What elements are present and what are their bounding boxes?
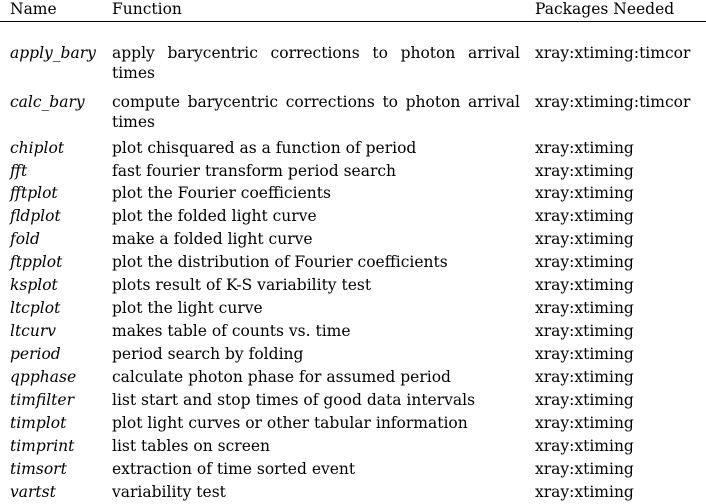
header-name: Name (10, 0, 57, 18)
task-function: plot the folded light curve (112, 207, 317, 225)
task-function: list start and stop times of good data intervals (112, 391, 476, 409)
task-function: period search by folding (112, 345, 304, 363)
table-row (0, 413, 706, 435)
task-name: timfilter (10, 391, 74, 409)
table-row (0, 43, 706, 82)
table-row (0, 252, 706, 274)
task-name: ltcplot (10, 299, 61, 317)
header-function: Function (112, 0, 182, 18)
task-packages: xray:xtiming (535, 139, 634, 157)
task-packages: xray:xtiming (535, 483, 634, 501)
task-packages: xray:xtiming:timcor (535, 93, 691, 111)
task-packages: xray:xtiming (535, 460, 634, 478)
task-name: ltcurv (10, 322, 57, 340)
task-name: fftplot (10, 184, 58, 202)
task-function: plots result of K-S variability test (112, 276, 372, 294)
task-packages: xray:xtiming (535, 391, 634, 409)
table-row (0, 275, 706, 297)
task-function: list tables on screen (112, 437, 271, 455)
task-packages: xray:xtiming (535, 414, 634, 432)
task-name: ksplot (10, 276, 58, 294)
table-row (0, 161, 706, 183)
task-name: fldplot (10, 207, 61, 225)
task-name: fold (10, 230, 40, 248)
task-function: plot the Fourier coefficients (112, 184, 331, 202)
table-row (0, 436, 706, 458)
task-name: timprint (10, 437, 75, 455)
table-row (0, 138, 706, 160)
task-packages: xray:xtiming (535, 207, 634, 225)
task-function: plot light curves or other tabular information (112, 414, 468, 432)
task-function: plot chisquared as a function of period (112, 139, 417, 157)
task-packages: xray:xtiming (535, 368, 634, 386)
task-name: ftpplot (10, 253, 63, 271)
task-name: timplot (10, 414, 67, 432)
task-packages: xray:xtiming (535, 322, 634, 340)
table-row (0, 229, 706, 251)
header-packages: Packages Needed (535, 0, 675, 18)
task-packages: xray:xtiming (535, 345, 634, 363)
table-row (0, 482, 706, 504)
task-function: make a folded light curve (112, 230, 313, 248)
task-name: calc_bary (10, 93, 85, 111)
task-name: chiplot (10, 139, 65, 157)
task-packages: xray:xtiming (535, 230, 634, 248)
task-function: compute barycentric corrections to photon arrival times (112, 93, 520, 131)
table-row (0, 92, 706, 131)
task-packages: xray:xtiming (535, 184, 634, 202)
task-name: qpphase (10, 368, 77, 386)
task-packages: xray:xtiming (535, 437, 634, 455)
task-function: plot the light curve (112, 299, 263, 317)
header-rule (0, 21, 706, 22)
task-function: variability test (112, 483, 226, 501)
task-function: fast fourier transform period search (112, 162, 397, 180)
task-function: calculate photon phase for assumed period (112, 368, 451, 386)
task-function: apply barycentric corrections to photon arrival times (112, 44, 520, 82)
task-packages: xray:xtiming (535, 299, 634, 317)
task-function: makes table of counts vs. time (112, 322, 351, 340)
task-name: timsort (10, 460, 67, 478)
task-packages: xray:xtiming (535, 162, 634, 180)
task-name: period (10, 345, 61, 363)
task-packages: xray:xtiming:timcor (535, 44, 691, 62)
task-name: vartst (10, 483, 56, 501)
table-row (0, 298, 706, 320)
task-packages: xray:xtiming (535, 276, 634, 294)
table-row (0, 206, 706, 228)
task-name: fft (10, 162, 28, 180)
table-row (0, 321, 706, 343)
table-row (0, 367, 706, 389)
task-packages: xray:xtiming (535, 253, 634, 271)
table-header (0, 0, 706, 22)
task-function: plot the distribution of Fourier coefficients (112, 253, 448, 271)
task-name: apply_bary (10, 44, 96, 62)
table-row (0, 344, 706, 366)
table-row (0, 183, 706, 205)
task-function: extraction of time sorted event (112, 460, 356, 478)
table-row (0, 459, 706, 481)
table-row (0, 390, 706, 412)
